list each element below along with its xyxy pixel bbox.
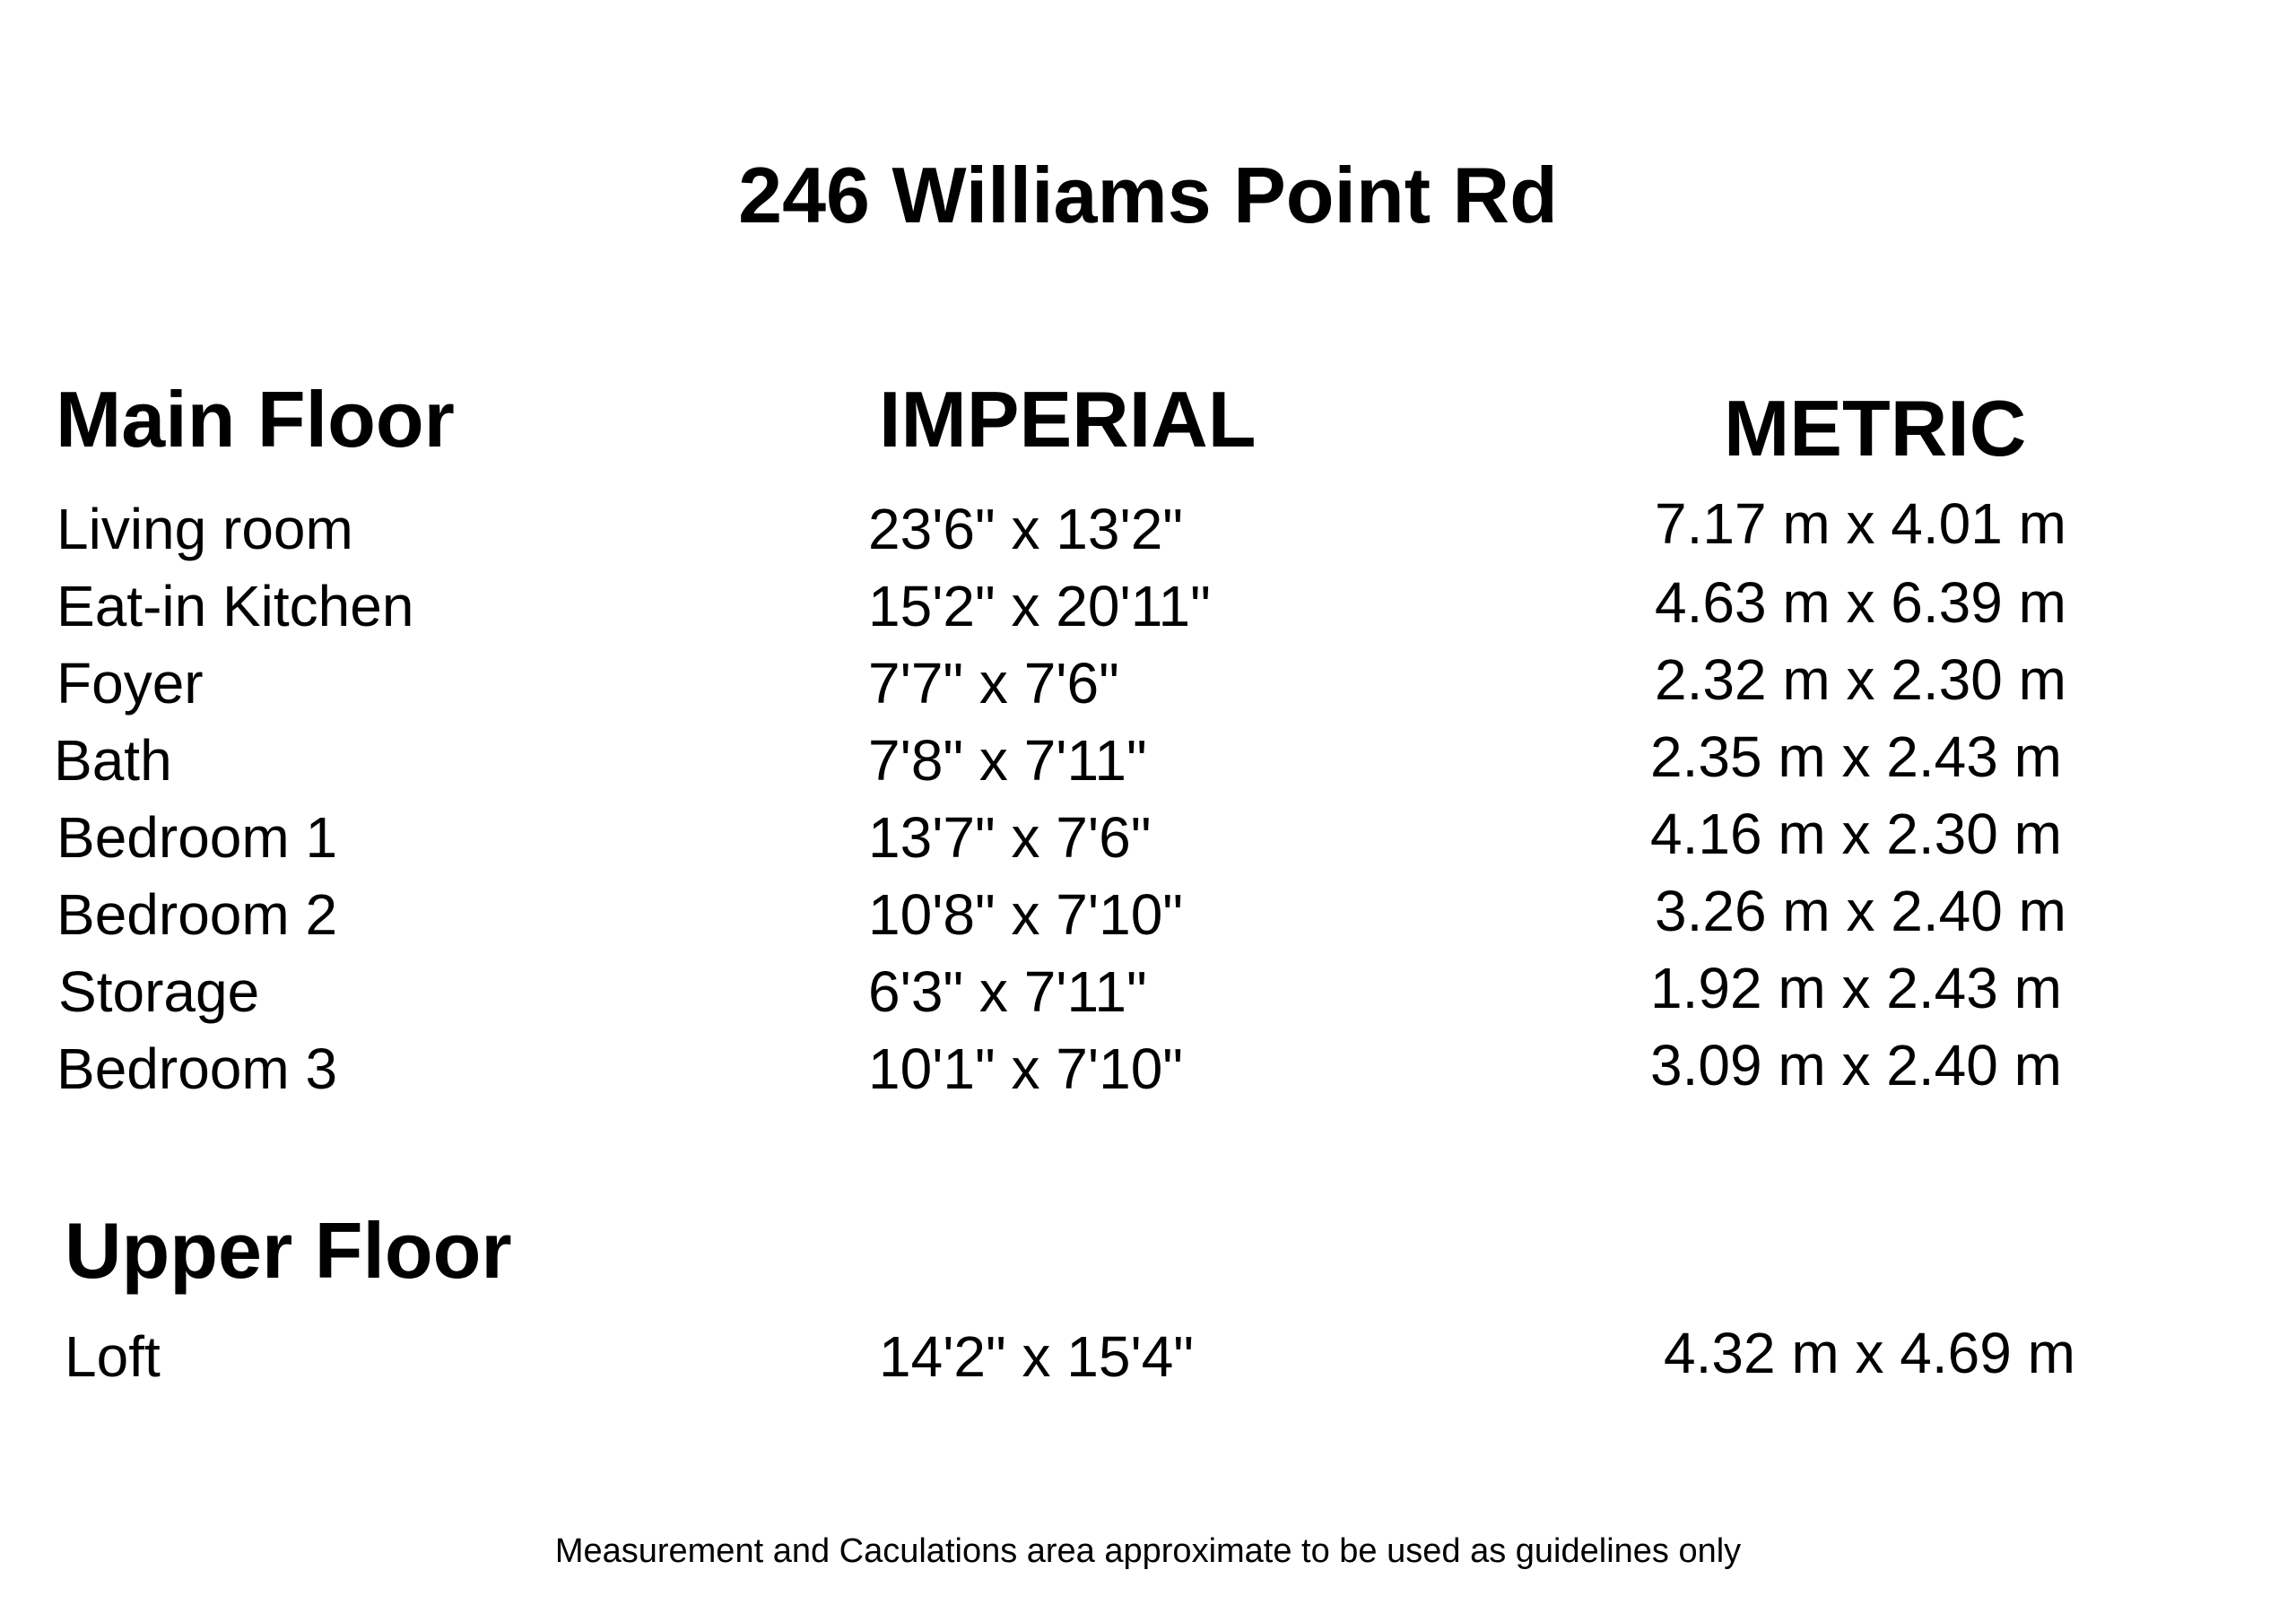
metric-dimensions: 4.63 m x 6.39 m — [1655, 570, 2066, 635]
room-name: Foyer — [57, 651, 204, 716]
table-row — [0, 568, 2296, 645]
imperial-dimensions: 23'6" x 13'2" — [868, 497, 1183, 561]
table-row — [0, 645, 2296, 722]
metric-dimensions: 7.17 m x 4.01 m — [1655, 491, 2066, 556]
room-name: Bedroom 2 — [57, 882, 338, 947]
main-floor-heading: Main Floor — [56, 375, 455, 464]
metric-dimensions: 4.32 m x 4.69 m — [1664, 1321, 2075, 1385]
metric-dimensions: 3.09 m x 2.40 m — [1650, 1033, 2062, 1097]
imperial-dimensions: 7'8" x 7'11" — [868, 728, 1147, 793]
table-row — [0, 876, 2296, 953]
room-name: Living room — [57, 497, 353, 561]
upper-floor-heading: Upper Floor — [65, 1206, 512, 1295]
room-name: Bedroom 1 — [57, 805, 338, 870]
metric-dimensions: 2.35 m x 2.43 m — [1650, 724, 2062, 789]
room-name: Loft — [65, 1324, 161, 1389]
table-row — [0, 953, 2296, 1030]
imperial-dimensions: 10'8" x 7'10" — [868, 882, 1183, 947]
room-name: Bedroom 3 — [57, 1037, 338, 1101]
table-row — [0, 490, 2296, 568]
room-name: Eat-in Kitchen — [57, 574, 414, 638]
imperial-dimensions: 10'1" x 7'10" — [868, 1037, 1183, 1101]
imperial-dimensions: 14'2" x 15'4" — [879, 1324, 1194, 1389]
document-title: 246 Williams Point Rd — [738, 151, 1558, 239]
disclaimer-footer: Measurement and Caculations area approximate to be used as guidelines only — [554, 1532, 1742, 1570]
metric-dimensions: 1.92 m x 2.43 m — [1650, 956, 2062, 1020]
imperial-dimensions: 6'3" x 7'11" — [868, 959, 1147, 1024]
metric-dimensions: 3.26 m x 2.40 m — [1655, 879, 2066, 943]
imperial-dimensions: 15'2" x 20'11" — [868, 574, 1211, 638]
table-row — [0, 722, 2296, 799]
room-name: Bath — [54, 728, 172, 793]
metric-dimensions: 4.16 m x 2.30 m — [1650, 802, 2062, 866]
imperial-column-header: IMPERIAL — [879, 375, 1257, 464]
metric-column-header: METRIC — [1724, 384, 2027, 473]
imperial-dimensions: 7'7" x 7'6" — [868, 651, 1119, 716]
room-name: Storage — [58, 959, 260, 1024]
imperial-dimensions: 13'7" x 7'6" — [868, 805, 1152, 870]
table-row — [0, 1030, 2296, 1107]
metric-dimensions: 2.32 m x 2.30 m — [1655, 647, 2066, 712]
table-row — [0, 799, 2296, 876]
table-row — [0, 1318, 2296, 1395]
